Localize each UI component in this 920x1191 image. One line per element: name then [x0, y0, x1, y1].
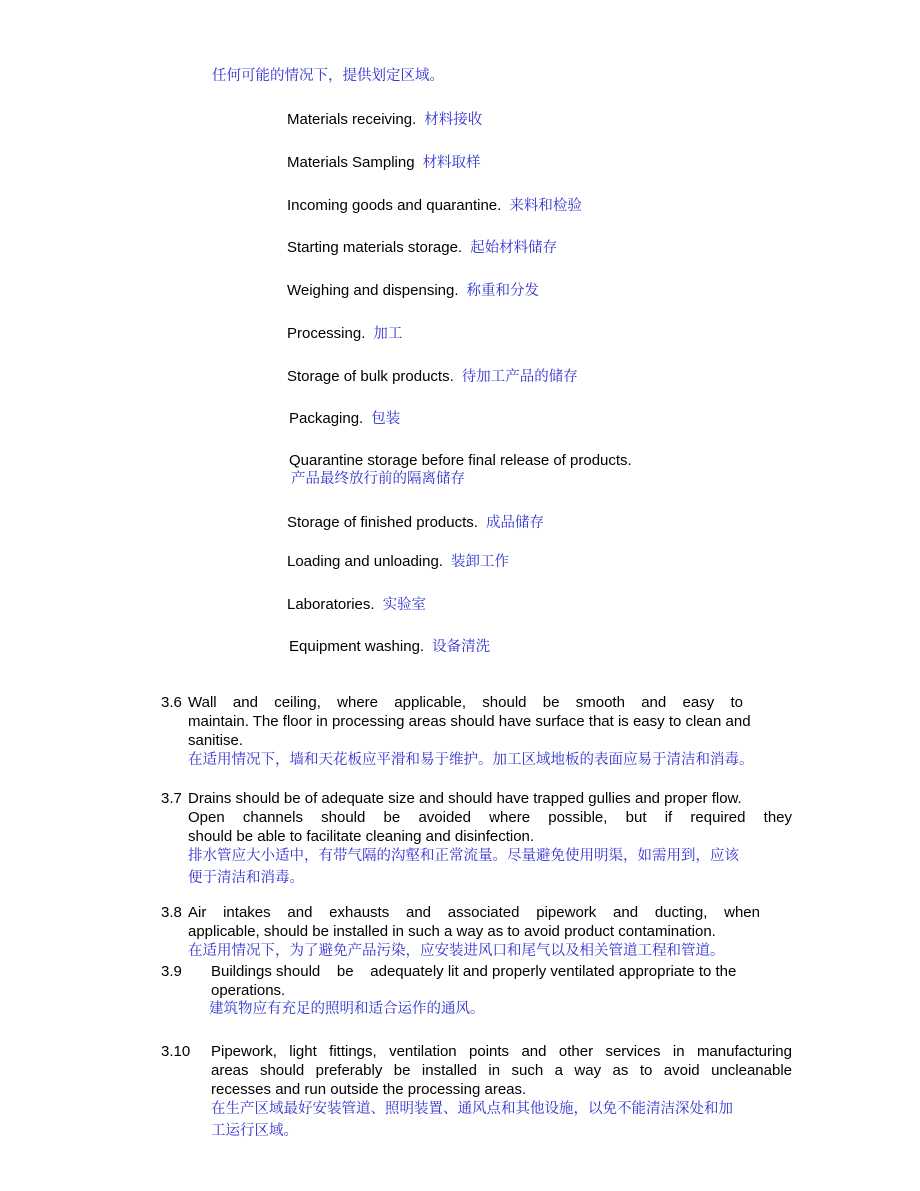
- list-item: [287, 595, 426, 615]
- list-item: [287, 324, 402, 344]
- section-line: operations.: [211, 982, 286, 999]
- item-cn: 包装: [371, 411, 401, 427]
- section-number: 3.9: [161, 963, 182, 980]
- section-cn-line: 工运行区域。: [211, 1123, 298, 1139]
- section-line: Wall and ceiling, where applicable, should be smooth and easy to: [188, 694, 743, 711]
- item-en: Weighing and dispensing.: [287, 282, 459, 299]
- section-line: areas should preferably be installed in such a way as to avoid uncleanable: [211, 1062, 792, 1079]
- list-item: [287, 367, 578, 387]
- section-cn-line: 在生产区域最好安装管道、照明装置、通风点和其他设施，以免不能清洁深处和加: [211, 1101, 733, 1117]
- item-cn: 来料和检验: [509, 198, 582, 214]
- section-number: 3.8: [161, 904, 182, 921]
- section-line: sanitise.: [188, 732, 244, 749]
- list-item: [287, 196, 582, 216]
- item-en: Loading and unloading.: [287, 553, 443, 570]
- section-line: Air intakes and exhausts and associated pipework and ducting, when: [188, 904, 760, 921]
- item-cn: 起始材料储存: [470, 240, 558, 256]
- intro-text: 任何可能的情况下，提供划定区域。: [212, 68, 444, 84]
- section-cn-line: 排水管应大小适中，有带气隔的沟壑和正常流量。尽量避免使用明渠，如需用到，应该: [188, 848, 739, 864]
- section-cn-line: 在适用情况下，墙和天花板应平滑和易于维护。加工区域地板的表面应易于清洁和消毒。: [188, 752, 754, 768]
- item-en: Starting materials storage.: [287, 239, 463, 256]
- section-line: maintain. The floor in processing areas should have surface that is easy to clean and: [188, 713, 751, 730]
- section-line: recesses and run outside the processing areas.: [211, 1081, 527, 1098]
- item-en: Storage of bulk products.: [287, 368, 454, 385]
- item-en: Incoming goods and quarantine.: [287, 197, 502, 214]
- section-line: Buildings should be adequately lit and properly ventilated appropriate to the: [211, 963, 737, 980]
- item-cn: 材料取样: [422, 155, 481, 171]
- section-line: should be able to facilitate cleaning and disinfection.: [188, 828, 535, 845]
- section-number: 3.6: [161, 694, 182, 711]
- item-cn: 材料接收: [424, 112, 483, 128]
- list-item: [287, 110, 482, 130]
- list-item: [287, 238, 557, 258]
- item-cn: 产品最终放行前的隔离储存: [291, 471, 465, 487]
- item-cn: 待加工产品的储存: [461, 369, 578, 385]
- section-cn-line: 在适用情况下，为了避免产品污染，应安装进风口和尾气以及相关管道工程和管道。: [188, 943, 725, 959]
- item-en: Packaging.: [289, 410, 364, 427]
- section-line: Open channels should be avoided where possible, but if required they: [188, 809, 792, 826]
- item-en: Materials receiving.: [287, 111, 417, 128]
- section-cn-line: 便于清洁和消毒。: [188, 870, 304, 886]
- item-cn: 称重和分发: [466, 283, 540, 299]
- list-item: [289, 451, 632, 470]
- section-cn-line: 建筑物应有充足的照明和适合运作的通风。: [209, 1001, 485, 1017]
- item-en: Storage of finished products.: [287, 514, 478, 531]
- section-number: 3.7: [161, 790, 182, 807]
- section-line: Pipework, light fittings, ventilation points and other services in manufacturing: [211, 1043, 792, 1060]
- item-en: Processing.: [287, 325, 366, 342]
- list-item: [289, 409, 400, 429]
- list-item: [289, 637, 490, 657]
- item-en: Materials Sampling: [287, 154, 415, 171]
- item-cn: 成品储存: [485, 515, 544, 531]
- item-cn: 装卸工作: [450, 554, 509, 570]
- section-line: Drains should be of adequate size and should have trapped gullies and proper flow.: [188, 790, 742, 807]
- item-cn: 实验室: [382, 597, 427, 613]
- item-en: Laboratories.: [287, 596, 375, 613]
- list-item: [287, 513, 544, 533]
- section-line: applicable, should be installed in such a way as to avoid product contamination.: [188, 923, 716, 940]
- item-cn: 设备清洗: [432, 639, 491, 655]
- list-item: [287, 153, 481, 173]
- item-en: Equipment washing.: [289, 638, 425, 655]
- section-number: 3.10: [161, 1043, 191, 1060]
- item-cn: 加工: [373, 326, 403, 342]
- list-item: [287, 552, 509, 572]
- list-item: [287, 281, 539, 301]
- item-en: Quarantine storage before final release of products.: [289, 452, 632, 469]
